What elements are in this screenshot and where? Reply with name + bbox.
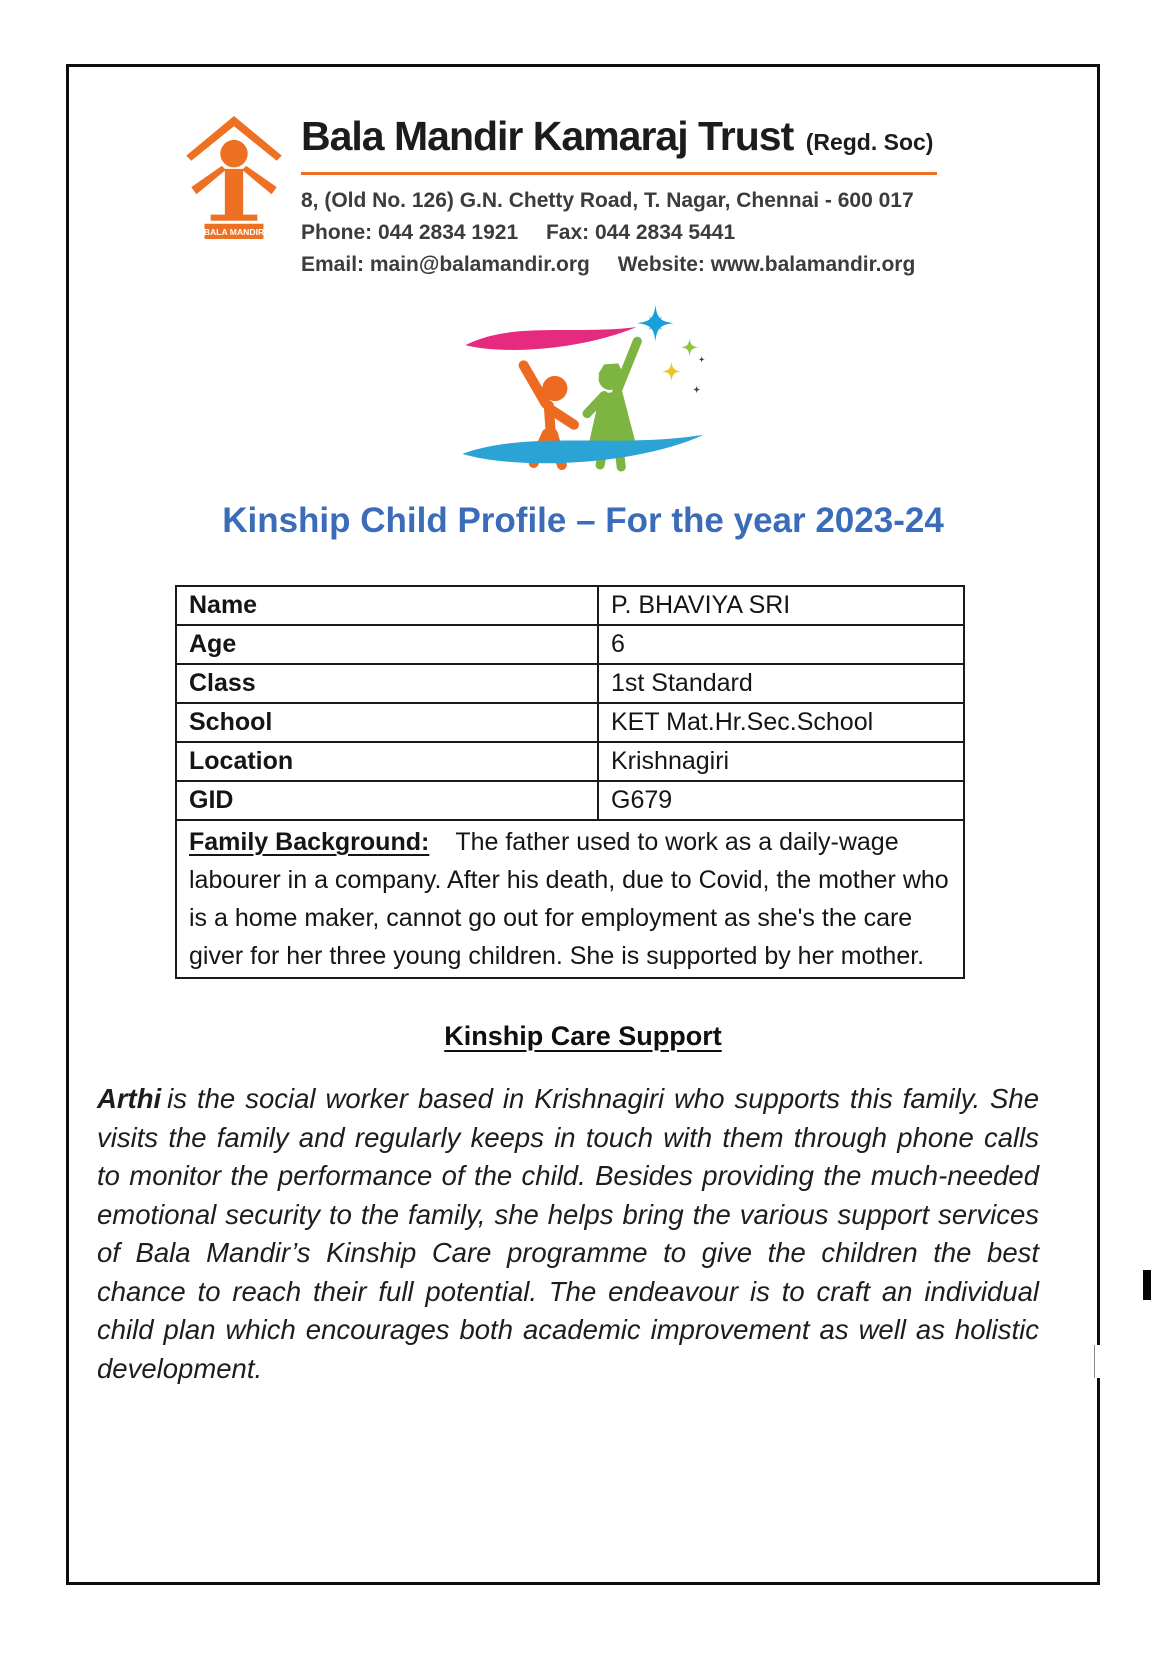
- row-label: Name: [176, 586, 598, 625]
- fax-text: Fax: 044 2834 5441: [545, 221, 736, 244]
- dancing-children-illustration: [457, 301, 709, 477]
- table-row: [176, 664, 964, 703]
- orange-divider: [301, 172, 937, 175]
- pink-swoosh-shape: [465, 327, 636, 350]
- logo-torso-shape: [225, 169, 243, 217]
- orange-child-head: [542, 376, 567, 401]
- logo-right-arm-shape: [242, 166, 277, 194]
- edge-scan-mark-artifact: [1143, 1270, 1151, 1300]
- family-background-row: [176, 820, 964, 978]
- blue-swoosh-shape: [462, 435, 703, 464]
- logo-left-arm-shape: [191, 166, 226, 194]
- yellow-star-icon: [662, 361, 682, 381]
- small-dot-star-icon-2: [693, 386, 701, 394]
- row-value: 6: [598, 625, 964, 664]
- table-row: [176, 586, 964, 625]
- family-background-text: The father used to work as a daily-wage labourer in a company. After his death, due to Covid, the mother who is a home maker, cannot go out for employment as she's the care giver for her three young children. She is supported by her mother.: [189, 828, 949, 970]
- row-label: GID: [176, 781, 598, 820]
- row-value: KET Mat.Hr.Sec.School: [598, 703, 964, 742]
- org-registration-suffix: (Regd. Soc): [805, 129, 934, 155]
- email-web-line: [301, 249, 937, 281]
- row-label: School: [176, 703, 598, 742]
- row-value: G679: [598, 781, 964, 820]
- phone-text: Phone: 044 2834 1921: [301, 221, 519, 244]
- table-row: [176, 781, 964, 820]
- family-background-cell: [176, 820, 964, 978]
- email-text: Email: main@balamandir.org: [301, 253, 590, 276]
- green-star-icon: [681, 338, 699, 356]
- social-worker-name: Arthi: [97, 1083, 162, 1114]
- logo-caption: BALA MANDIR: [203, 226, 265, 237]
- address-line: 8, (Old No. 126) G.N. Chetty Road, T. Nagar, Chennai - 600 017: [301, 189, 914, 212]
- org-name: Bala Mandir Kamaraj Trust: [301, 113, 794, 159]
- table-row: [176, 742, 964, 781]
- blue-star-icon: [637, 305, 673, 341]
- border-scan-gap-artifact: [1094, 1345, 1102, 1378]
- letterhead-text: [301, 113, 937, 281]
- table-row: [176, 625, 964, 664]
- family-background-label: Family Background:: [189, 828, 430, 856]
- child-profile-table: [175, 585, 965, 979]
- support-paragraph: [97, 1080, 1039, 1388]
- row-label: Location: [176, 742, 598, 781]
- row-value: P. BHAVIYA SRI: [598, 586, 964, 625]
- row-value: Krishnagiri: [598, 742, 964, 781]
- row-label: Class: [176, 664, 598, 703]
- org-name-line: [301, 113, 937, 169]
- page-title: Kinship Child Profile – For the year 2023-24: [222, 501, 944, 540]
- letterhead: [183, 113, 1097, 281]
- logo-base-bar: [211, 215, 258, 221]
- row-label: Age: [176, 625, 598, 664]
- section-heading: [69, 1021, 1097, 1052]
- bala-mandir-logo-icon: [183, 113, 285, 239]
- logo-head-shape: [220, 140, 247, 167]
- phone-fax-line: [301, 217, 937, 249]
- section-heading-text: Kinship Care Support: [444, 1021, 722, 1051]
- small-dot-star-icon: [698, 356, 705, 363]
- support-paragraph-body: is the social worker based in Krishnagiri who supports this family. She visits the family and regularly keeps in touch with them through phone calls to monitor the performance of the child. Besides providing the much-needed emotional security to the family, she helps bring the various support services of Bala Mandir’s Kinship Care programme to give the children the best chance to reach their full potential. The endeavour is to craft an individual child plan which encourages both academic improvement as well as holistic development.: [97, 1083, 1039, 1384]
- table-row: [176, 703, 964, 742]
- website-text: Website: www.balamandir.org: [617, 253, 916, 276]
- document-page: [66, 64, 1100, 1585]
- row-value: 1st Standard: [598, 664, 964, 703]
